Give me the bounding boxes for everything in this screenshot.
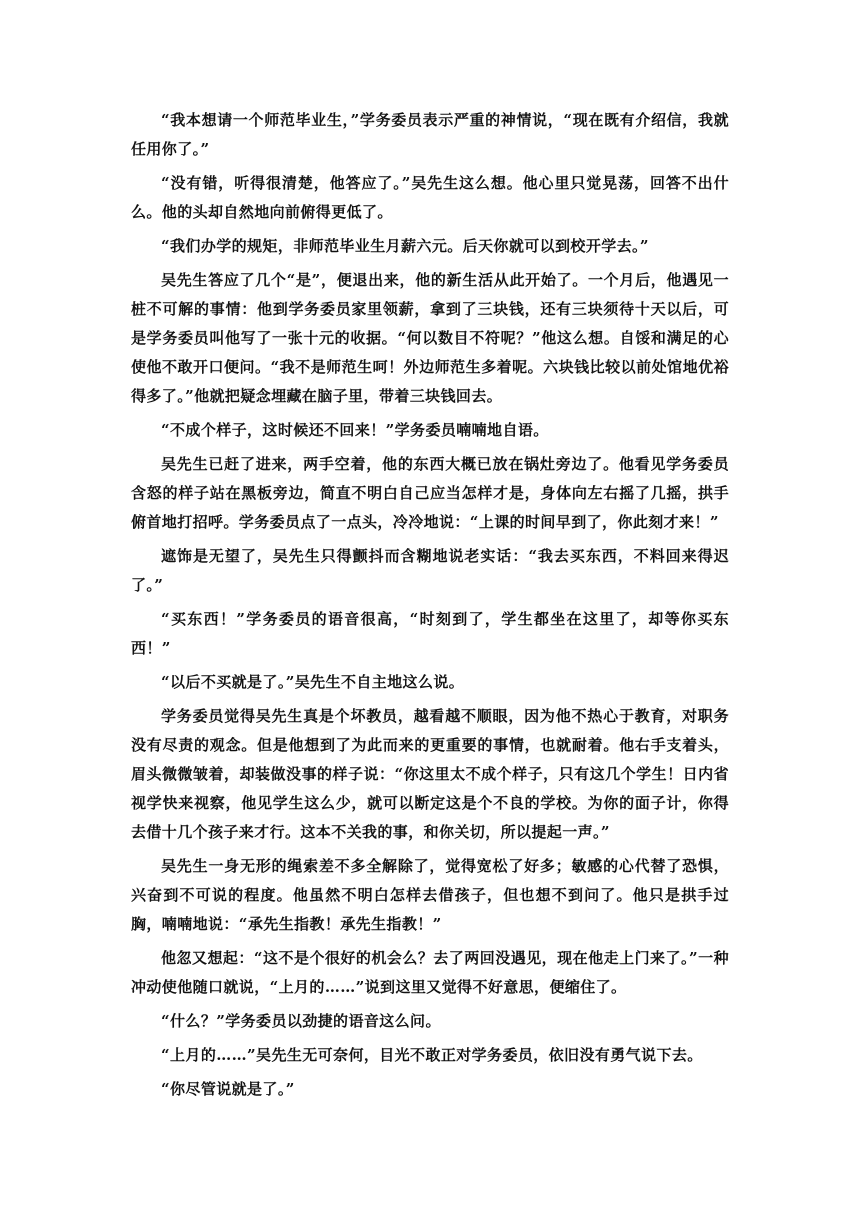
paragraph: “我们办学的规矩，非师范毕业生月薪六元。后天你就可以到校开学去。”: [161, 237, 649, 255]
paragraph: 吴先生一身无形的绳索差不多全解除了，觉得宽松了好多；敏感的心代替了恐惧，兴奋到不可说的程度。他虽然不明白怎样去借孩子，但也想不到问了。他只是拱手过胸，喃喃地说：“承先生指教！承先生指教！”: [131, 857, 729, 933]
paragraph: “买东西！”学务委员的语音很高，“时刻到了，学生都坐在这里了，却等你买东西！”: [131, 610, 729, 657]
paragraph: “没有错，听得很清楚，他答应了。”吴先生这么想。他心里只觉晃荡，回答不出什么。他的头却自然地向前俯得更低了。: [131, 174, 729, 221]
paragraph: “你尽管说就是了。”: [161, 1080, 295, 1098]
paragraph: 学务委员觉得吴先生真是个坏教员，越看越不顺眼，因为他不热心于教育，对职务没有尽责的观念。但是他想到了为此而来的更重要的事情，也就耐着。他右手支着头，眉头微微皱着，却装做没事的样子说：“你这里太不成个样子，只有这几个学生！日内省视学快来视察，他见学生这么少，就可以断定这是个不良的学校。为你的面子计，你得去借十几个孩子来才行。这本不关我的事，和你关切，所以提起一声。”: [131, 707, 729, 841]
paragraph: 吴先生答应了几个“是”，便退出来，他的新生活从此开始了。一个月后，他遇见一桩不可解的事情：他到学务委员家里领薪，拿到了三块钱，还有三块须待十天以后，可是学务委员叫他写了一张十元的收据。“何以数目不符呢？”他这么想。自馁和满足的心使他不敢开口便问。“我不是师范生呵！外边师范生多着呢。六块钱比较以前处馆地优裕得多了。”他就把疑念埋藏在脑子里，带着三块钱回去。: [131, 271, 729, 405]
document-page: [131, 106, 729, 1109]
paragraph: “不成个样子，这时候还不回来！”学务委员喃喃地自语。: [161, 421, 549, 439]
paragraph: “上月的……”吴先生无可奈何，目光不敢正对学务委员，依旧没有勇气说下去。: [161, 1046, 703, 1064]
paragraph: 遮饰是无望了，吴先生只得颤抖而含糊地说老实话：“我去买东西，不料回来得迟了。”: [131, 547, 729, 594]
paragraph: “以后不买就是了。”吴先生不自主地这么说。: [161, 673, 465, 691]
paragraph: 他忽又想起：“这不是个很好的机会么？去了两回没遇见，现在他走上门来了。”一种冲动使他随口就说，“上月的……”说到这里又觉得不好意思，便缩住了。: [131, 949, 729, 996]
paragraph: “我本想请一个师范毕业生，”学务委员表示严重的神情说，“现在既有介绍信，我就任用你了。”: [131, 111, 729, 158]
paragraph: “什么？”学务委员以劲捷的语音这么问。: [161, 1012, 441, 1030]
paragraph: 吴先生已赶了进来，两手空着，他的东西大概已放在锅灶旁边了。他看见学务委员含怒的样子站在黑板旁边，简直不明白自己应当怎样才是，身体向左右摇了几摇，拱手俯首地打招呼。学务委员点了一点头，冷冷地说：“上课的时间早到了，你此刻才来！”: [131, 455, 729, 531]
